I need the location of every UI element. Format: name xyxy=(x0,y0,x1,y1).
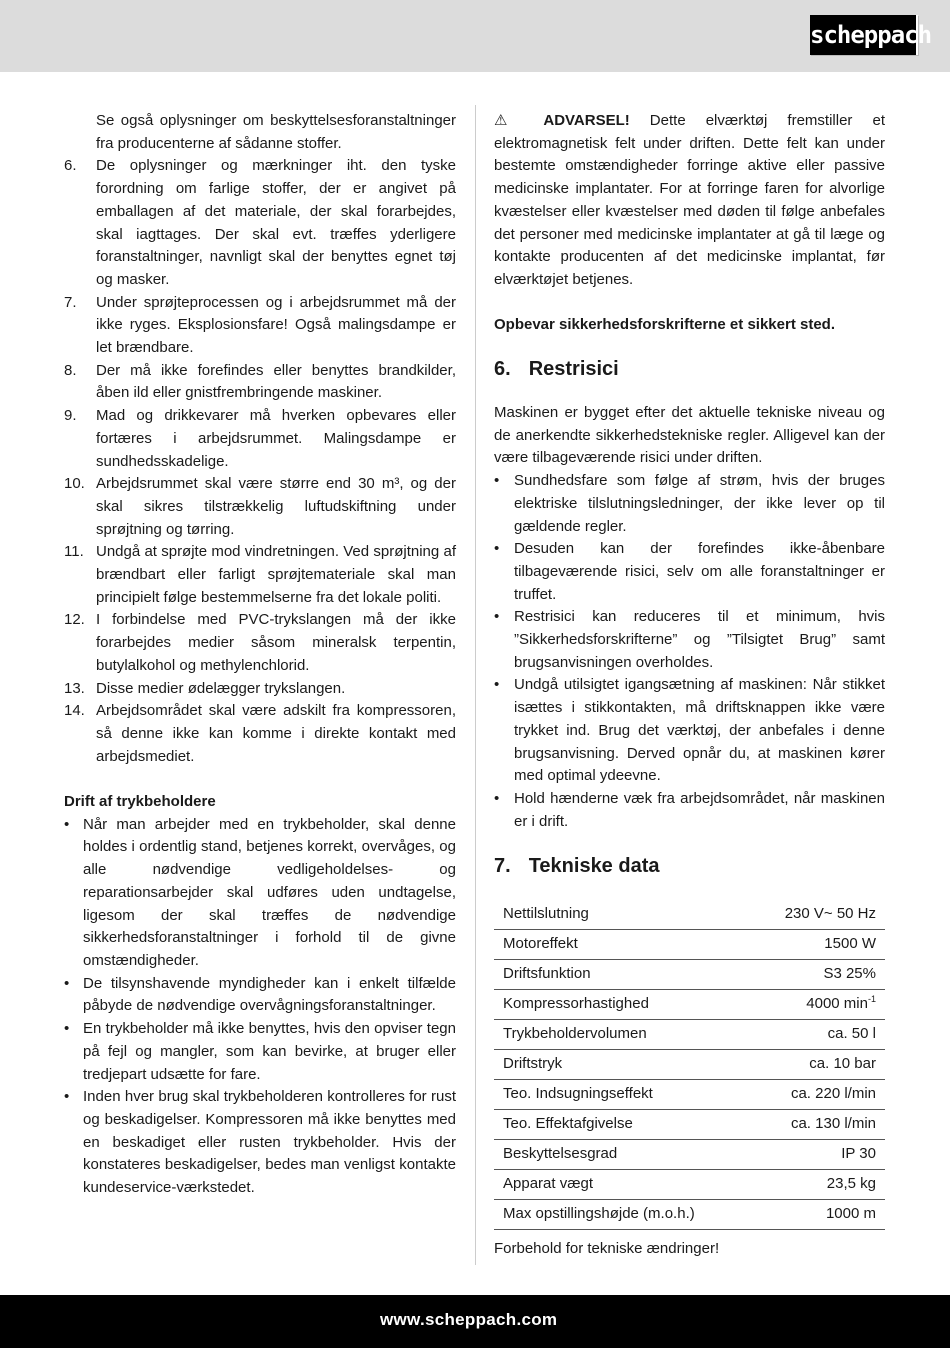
table-row xyxy=(494,1139,885,1169)
table-row xyxy=(494,899,885,929)
bullet-icon: • xyxy=(494,472,500,490)
bullet-icon: • xyxy=(64,974,70,992)
list-item xyxy=(494,788,885,833)
list-item xyxy=(64,973,456,1018)
item-text: Arbejdsrummet skal være større end 30 m³, og der skal sikres tilstrækkelig luftudskiftning under sprøjtning og tørring. xyxy=(96,475,456,538)
spec-value: 230 V~ 50 Hz xyxy=(751,899,885,929)
spec-label: Beskyttelsesgrad xyxy=(494,1139,751,1169)
table-row xyxy=(494,1109,885,1139)
bullet-list xyxy=(64,814,456,1200)
spec-value: ca. 50 l xyxy=(751,1019,885,1049)
list-item xyxy=(64,155,456,291)
section-number: 7. xyxy=(494,855,511,878)
column-divider xyxy=(475,105,476,1265)
spec-value: 1500 W xyxy=(751,929,885,959)
item-text: Inden hver brug skal trykbeholderen kontrolleres for rust og beskadigelser. Kompressoren må ikke benyttes med en beskadiget eller rusten trykbeholder. Hvis der konstateres beskadigelser, bedes man venligst kontakte kundeservice-værkstedet. xyxy=(83,1088,456,1197)
table-row xyxy=(494,1169,885,1199)
bullet-icon: • xyxy=(64,1088,70,1106)
keep-note: Opbevar sikkerhedsforskrifterne et sikkert sted. xyxy=(494,316,835,334)
warning-icon: ⚠ xyxy=(494,112,524,129)
list-item xyxy=(64,473,456,541)
spec-value: 1000 m xyxy=(751,1199,885,1229)
list-item xyxy=(64,609,456,677)
spec-label: Driftstryk xyxy=(494,1049,751,1079)
item-number: 10. xyxy=(64,475,85,493)
item-number: 14. xyxy=(64,702,85,720)
item-text: I forbindelse med PVC-trykslangen må der ikke forarbejdes medier såsom mineralsk terpentin, butylalkohol og methylenchlorid. xyxy=(96,611,456,674)
section-number: 6. xyxy=(494,358,511,381)
table-row xyxy=(494,1019,885,1049)
spec-label: Apparat vægt xyxy=(494,1169,751,1199)
tech-data-table xyxy=(494,899,885,1230)
spec-label: Trykbeholdervolumen xyxy=(494,1019,751,1049)
item-text: Arbejdsområdet skal være adskilt fra kompressoren, så denne ikke kan komme i direkte kontakt med arbejdsmediet. xyxy=(96,702,456,765)
spec-label: Max opstillingshøjde (m.o.h.) xyxy=(494,1199,751,1229)
list-item xyxy=(64,292,456,360)
warning-label: ADVARSEL! xyxy=(543,112,630,129)
header-bar xyxy=(0,0,950,72)
item-text: De oplysninger og mærkninger iht. den tyske forordning om farlige stoffer, der er angivet på emballagen af det materiale, der skal forarbejdes, skal iagttages. Der skal evt. træffes yderligere foranstaltninger, navnligt skal der benyttes egnet tøj og masker. xyxy=(96,157,456,288)
spec-value: 23,5 kg xyxy=(751,1169,885,1199)
item-text: Under sprøjteprocessen og i arbejdsrummet må der ikke ryges. Eksplosionsfare! Også malingsdampe er let brændbare. xyxy=(96,293,456,357)
item-text: Undgå at sprøjte mod vindretningen. Ved sprøjtning af brændbart eller farligt sprøjtemateriale skal man principielt følge bestemmelserne fra det lokale politi. xyxy=(96,543,456,606)
spec-label: Nettilslutning xyxy=(494,899,751,929)
item-text: Når man arbejder med en trykbeholder, skal denne holdes i ordentlig stand, betjenes korrekt, overvåges, og alle nødvendige vedligeholdelses- og reparationsarbejder skal udføres uden undtagelse, ligesom der skal træffes de nødvendige sikkerhedsforanstaltninger i forhold til de givne omstændigheder. xyxy=(83,815,456,969)
spec-label: Teo. Effektafgivelse xyxy=(494,1109,751,1139)
table-row xyxy=(494,1199,885,1229)
section-6-heading xyxy=(494,356,885,382)
item-text: Der må ikke forefindes eller benyttes brandkilder, åben ild eller gnistfrembringende maskiner. xyxy=(96,361,456,402)
spec-label: Motoreffekt xyxy=(494,929,751,959)
website-link[interactable]: www.scheppach.com xyxy=(380,1310,558,1329)
list-item xyxy=(64,541,456,609)
right-column xyxy=(494,110,885,1261)
bullet-icon: • xyxy=(494,608,500,626)
item-number: 13. xyxy=(64,679,85,697)
section-7-heading xyxy=(494,853,885,879)
table-row xyxy=(494,1079,885,1109)
item-text: Restrisici kan reduceres til et minimum, hvis ”Sikkerhedsforskrifterne” og ”Tilsigtet Brug” samt brugsanvisningen overholdes. xyxy=(514,608,885,671)
list-item xyxy=(64,1018,456,1086)
item-number: 9. xyxy=(64,407,77,425)
scheppach-logo: scheppach xyxy=(810,15,918,55)
spec-value: ca. 10 bar xyxy=(751,1049,885,1079)
bullet-icon: • xyxy=(494,540,500,558)
risk-list xyxy=(494,470,885,833)
list-item xyxy=(64,678,456,701)
spec-value: IP 30 xyxy=(751,1139,885,1169)
bullet-icon: • xyxy=(494,789,500,807)
item-number: 11. xyxy=(64,543,84,561)
spec-value: ca. 220 l/min xyxy=(751,1079,885,1109)
item-text: Mad og drikkevarer må hverken opbevares eller fortæres i arbejdsrummet. Malingsdampe er sundhedsskadelige. xyxy=(96,407,456,470)
item-number: 6. xyxy=(64,157,77,175)
list-item xyxy=(64,1086,456,1200)
table-row xyxy=(494,929,885,959)
spec-value: ca. 130 l/min xyxy=(751,1109,885,1139)
spec-label: Kompressorhastighed xyxy=(494,989,751,1019)
section-title: Tekniske data xyxy=(528,855,660,878)
footer-bar xyxy=(0,1295,950,1348)
numbered-list xyxy=(64,155,456,768)
list-item xyxy=(494,606,885,674)
table-row xyxy=(494,1049,885,1079)
list-item xyxy=(64,700,456,768)
spec-label: Driftsfunktion xyxy=(494,959,751,989)
item-text: Hold hænderne væk fra arbejdsområdet, når maskinen er i drift. xyxy=(514,789,885,830)
section-6-intro: Maskinen er bygget efter det aktuelle tekniske niveau og de anerkendte sikkerhedstekniske regler. Alligevel kan der være tilbageværende risici under driften. xyxy=(494,404,885,467)
item-text: Disse medier ødelægger trykslangen. xyxy=(96,679,346,697)
intro-text: Se også oplysninger om beskyttelsesforanstaltninger fra producenterne af sådanne stoffer. xyxy=(96,112,456,152)
table-row xyxy=(494,989,885,1019)
warning-paragraph xyxy=(494,110,885,292)
bullet-icon: • xyxy=(494,676,500,694)
list-item xyxy=(64,814,456,973)
item-number: 8. xyxy=(64,361,77,379)
item-text: Desuden kan der forefindes ikke-åbenbare tilbageværende risici, selv om alle foranstaltninger er truffet. xyxy=(514,540,885,603)
list-item xyxy=(494,538,885,606)
item-text: Undgå utilsigtet igangsætning af maskinen: Når stikket isættes i stikkontakten, må driftsknappen ikke være trykket ind. Brug det værktøj, der anbefales i denne brugsanvisning. Derved opnår du, at maskinen kører med optimal ydeevne. xyxy=(514,676,885,785)
tech-note: Forbehold for tekniske ændringer! xyxy=(494,1239,720,1257)
item-number: 12. xyxy=(64,611,85,629)
spec-value: S3 25% xyxy=(751,959,885,989)
spec-value: 4000 $\min^{-1}$ xyxy=(751,989,885,1019)
item-text: De tilsynshavende myndigheder kan i enkelt tilfælde påbyde de nødvendige overvågningsforanstaltninger. xyxy=(83,974,456,1015)
list-item xyxy=(494,470,885,538)
item-text: En trykbeholder må ikke benyttes, hvis den opviser tegn på fejl og mangler, som kan bevirke, at bruger eller tredjepart udsætte for fare. xyxy=(83,1020,456,1083)
list-item xyxy=(64,360,456,405)
item-text: Sundhedsfare som følge af strøm, hvis der bruges elektriske tilslutningsledninger, der ikke lever op til gældende regler. xyxy=(514,472,885,535)
item-number: 7. xyxy=(64,293,77,311)
list-item xyxy=(494,674,885,788)
warning-text: Dette elværktøj fremstiller et elektromagnetisk felt under driften. Dette felt kan under bestemte omstændigheder forringe aktive eller passive medicinske implantater. For at forringe faren for alvorlige kvæstelser eller kvæstelser med døden til følge anbefales det personer med medicinske implantater at gå til læge og kontakte producenten af det medicinske implantat, før elværktøjet betjenes. xyxy=(494,112,885,288)
spec-label: Teo. Indsugningseffekt xyxy=(494,1079,751,1109)
list-item xyxy=(64,405,456,473)
table-row xyxy=(494,959,885,989)
bullet-icon: • xyxy=(64,815,70,833)
subheading: Drift af trykbeholdere xyxy=(64,793,216,811)
section-title: Restrisici xyxy=(528,358,619,381)
bullet-icon: • xyxy=(64,1020,70,1038)
left-column xyxy=(64,110,456,1200)
